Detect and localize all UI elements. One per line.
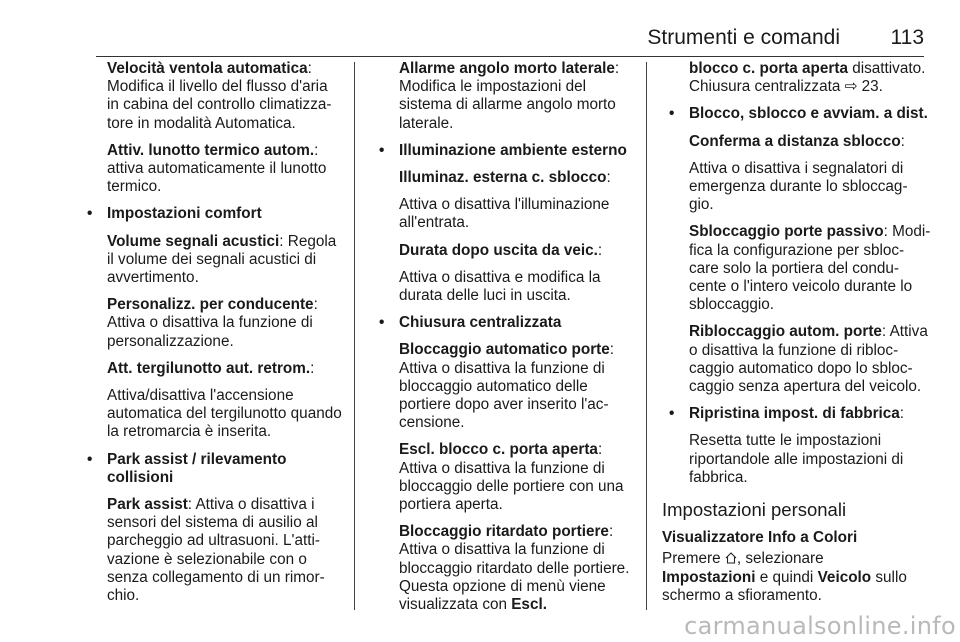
term: Durata dopo uscita da veic.	[399, 241, 598, 259]
subheading: Visualizzatore Info a Colori	[662, 529, 858, 547]
paragraph	[372, 60, 638, 133]
term: Veicolo	[817, 568, 872, 586]
description: : Attiva o disattiva la funzione di ribloc-caggio automatico dopo lo sbloc-caggio senza apertura del veicolo.	[689, 323, 928, 396]
term: Ribloccaggio autom. porte	[689, 323, 882, 341]
description: :	[606, 169, 611, 187]
description: : Attiva o disattiva la funzione di bloccaggio automatico delle portiere dopo aver inserito l'ac-censione.	[399, 341, 615, 432]
paragraph	[80, 360, 342, 378]
bullet-item	[372, 314, 638, 332]
description: : Modifica le impostazioni del sistema di allarme angolo morto laterale.	[399, 60, 620, 132]
bullet-item	[662, 105, 932, 123]
paragraph	[662, 550, 932, 605]
paragraph: Attiva/disattiva l'accensione automatica del tergilunotto quando la retromarcia è inserita.	[107, 387, 342, 441]
paragraph: Resetta tutte le impostazioni riportandole alle impostazioni di fabbrica.	[689, 432, 904, 486]
column-divider-1	[354, 62, 355, 610]
description: sullo schermo a sfioramento.	[662, 568, 907, 604]
description: : Attiva o disattiva la funzione di personalizzazione.	[107, 296, 318, 350]
term: Impostazioni	[662, 568, 756, 586]
term: blocco c. porta aperta	[689, 60, 848, 77]
bullet-heading: Park assist / rilevamento collisioni	[107, 450, 287, 486]
term: Illuminaz. esterna c. sblocco	[399, 169, 607, 187]
bullet-item	[372, 142, 638, 160]
paragraph: Attiva o disattiva e modifica la durata delle luci in uscita.	[399, 268, 601, 305]
paragraph	[662, 223, 932, 314]
description: :	[900, 132, 905, 150]
column-2	[372, 60, 638, 620]
term: Personalizz. per conducente	[107, 296, 314, 314]
description: : Modifica il livello del flusso d'aria in cabina del controllo climatizza-tore in modalità Automatica.	[107, 60, 332, 132]
paragraph: Attiva o disattiva i segnalatori di emergenza durante lo sbloccag-gio.	[689, 159, 908, 214]
home-icon	[725, 551, 737, 563]
paragraph	[372, 441, 638, 514]
bullet-icon: •	[379, 314, 385, 332]
term: Bloccaggio ritardato portiere	[399, 523, 609, 541]
term: Park assist	[107, 496, 188, 514]
term: Bloccaggio automatico porte	[399, 341, 610, 359]
bullet-icon: •	[669, 405, 675, 423]
bullet-heading: Impostazioni comfort	[107, 205, 262, 223]
term: Sbloccaggio porte passivo	[689, 223, 884, 241]
description: Premere	[662, 550, 725, 568]
bullet-item	[80, 451, 342, 487]
page-number: 113	[890, 26, 924, 49]
column-1	[80, 60, 342, 620]
description: , selezionare	[736, 550, 824, 568]
bullet-item	[80, 205, 342, 223]
bullet-heading: Ripristina impost. di fabbrica	[689, 405, 900, 423]
paragraph	[372, 341, 638, 432]
paragraph	[662, 323, 932, 396]
description: : attiva automaticamente il lunotto termico.	[107, 141, 327, 196]
term: Attiv. lunotto termico autom.	[107, 141, 315, 159]
section-title: Impostazioni personali	[662, 499, 847, 521]
description: : Modi-fica la configurazione per sbloc-care solo la portiera del condu-cente o l'intero veicolo durante lo sbloccaggio.	[689, 223, 931, 314]
term: Escl. blocco c. porta aperta	[399, 441, 598, 459]
bullet-heading: Chiusura centralizzata	[399, 314, 562, 332]
paragraph	[80, 60, 342, 133]
paragraph: Attiva o disattiva l'illuminazione all'entrata.	[399, 196, 610, 232]
paragraph	[372, 242, 638, 260]
term: Volume segnali acustici	[107, 232, 280, 250]
page-header-title: Strumenti e comandi	[647, 26, 840, 49]
term: Escl.	[511, 596, 547, 614]
term: Velocità ventola automatica	[107, 60, 308, 77]
column-divider-2	[646, 62, 647, 610]
description: disattivato. Chiusura centralizzata ⇨ 23.	[689, 60, 926, 96]
bullet-icon: •	[379, 141, 385, 159]
paragraph	[662, 60, 932, 96]
description: :	[310, 359, 315, 377]
bullet-icon: •	[87, 205, 93, 223]
bullet-icon: •	[669, 105, 675, 123]
bullet-item	[662, 405, 932, 423]
column-3	[662, 60, 932, 620]
description: : Attiva o disattiva i sensori del sistema di ausilio al parcheggio ad ultrasuoni. L'atti-vazione è selezionabile con o senza collegamento di un rimor-chio.	[107, 496, 325, 605]
paragraph	[372, 169, 638, 187]
paragraph	[372, 523, 638, 614]
description: :	[899, 405, 905, 423]
bullet-icon: •	[87, 450, 93, 468]
term: Allarme angolo morto laterale	[399, 60, 615, 77]
term: Att. tergilunotto aut. retrom.	[107, 359, 311, 377]
description: : Attiva o disattiva la funzione di bloccaggio delle portiere con una portiera aperta.	[399, 441, 624, 514]
description: : Attiva o disattiva la funzione di bloccaggio ritardato delle portiere. Questa opzione di menù viene visualizzata con	[399, 523, 630, 614]
description: : Regola il volume dei segnali acustici di avvertimento.	[107, 232, 337, 287]
paragraph	[80, 142, 342, 197]
description: e quindi	[755, 568, 818, 586]
description: :	[597, 241, 603, 259]
page-header	[96, 22, 924, 57]
term: Conferma a distanza sblocco	[689, 132, 901, 150]
paragraph	[662, 133, 932, 151]
bullet-heading: Illuminazione ambiente esterno	[399, 141, 627, 159]
paragraph	[80, 233, 342, 288]
paragraph	[80, 496, 342, 605]
bullet-heading: Blocco, sblocco e avviam. a dist.	[689, 105, 928, 123]
watermark: carmanualsonline.info	[684, 612, 956, 640]
paragraph	[80, 296, 342, 351]
